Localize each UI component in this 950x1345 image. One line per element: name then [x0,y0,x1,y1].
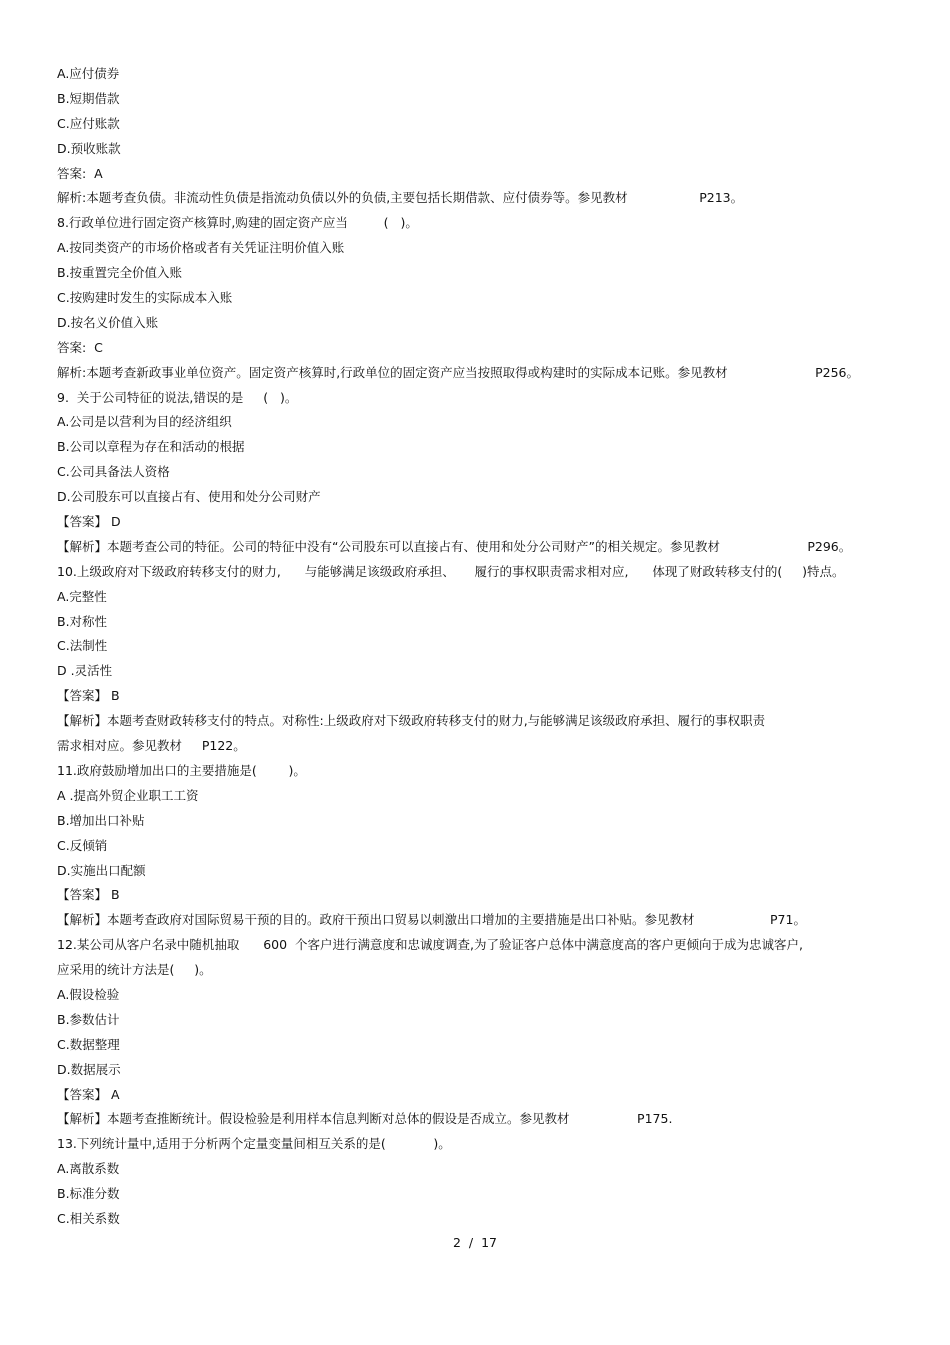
explanation-line: 【解析】本题考查推断统计。假设检验是利用样本信息判断对总体的假设是否成立。参见教材 P175. [57,1111,673,1127]
option-line: A.完整性 [57,588,107,604]
explanation-line: 解析:本题考查负债。非流动性负债是指流动负债以外的负债,主要包括长期借款、应付债券等。参见教材 P213。 [57,190,744,206]
option-line: A.假设检验 [57,986,120,1002]
answer-line: 【答案】 B [57,887,120,903]
option-line: C.相关系数 [57,1210,120,1226]
option-line: D.按名义价值入账 [57,314,159,330]
page-number: 2 / 17 [453,1235,497,1250]
option-line: C.反倾销 [57,837,108,853]
option-line: B.参数估计 [57,1011,120,1027]
question-line: 10.上级政府对下级政府转移支付的财力, 与能够满足该级政府承担、 履行的事权职责需求相对应, 体现了财政转移支付的( )特点。 [57,563,845,579]
answer-line: 【答案】 D [57,514,121,530]
option-line: B.对称性 [57,613,108,629]
option-line: C.公司具备法人资格 [57,464,170,480]
question-line: 8.行政单位进行固定资产核算时,购建的固定资产应当 ( )。 [57,215,418,231]
answer-line: 【答案】 A [57,1086,120,1102]
option-line: B.按重置完全价值入账 [57,265,183,281]
explanation-line: 解析:本题考查新政事业单位资产。固定资产核算时,行政单位的固定资产应当按照取得或构建时的实际成本记账。参见教材 P256。 [57,364,859,380]
option-line: C.按购建时发生的实际成本入账 [57,290,233,306]
question-line: 12.某公司从客户名录中随机抽取 600 个客户进行满意度和忠诚度调查,为了验证客户总体中满意度高的客户更倾向于成为忠诚客户, [57,937,803,953]
option-line: B.公司以章程为存在和活动的根据 [57,439,245,455]
option-line: D.公司股东可以直接占有、使用和处分公司财产 [57,489,321,505]
explanation-line: 【解析】本题考查财政转移支付的特点。对称性:上级政府对下级政府转移支付的财力,与能够满足该级政府承担、履行的事权职责 [57,713,766,729]
explanation-line: 需求相对应。参见教材 P122。 [57,738,246,754]
option-line: B.增加出口补贴 [57,812,145,828]
option-line: A.应付债券 [57,66,120,81]
question-line: 11.政府鼓励增加出口的主要措施是( )。 [57,762,306,778]
option-line: D.数据展示 [57,1061,121,1077]
option-line: C.应付账款 [57,115,120,131]
explanation-line: 【解析】本题考查公司的特征。公司的特征中没有“公司股东可以直接占有、使用和处分公司财产”的相关规定。参见教材 P296。 [57,538,852,554]
answer-line: 答案: A [57,165,103,181]
question-line: 13.下列统计量中,适用于分析两个定量变量间相互关系的是( )。 [57,1136,451,1152]
option-line: D.预收账款 [57,140,121,156]
option-line: D.实施出口配额 [57,862,146,878]
answer-line: 【答案】 B [57,688,120,704]
option-line: A .提高外贸企业职工工资 [57,787,199,803]
option-line: B.短期借款 [57,90,120,106]
explanation-line: 【解析】本题考查政府对国际贸易干预的目的。政府干预出口贸易以刺激出口增加的主要措施是出口补贴。参见教材 P71。 [57,912,806,928]
option-line: C.法制性 [57,638,108,654]
option-line: A.按同类资产的市场价格或者有关凭证注明价值入账 [57,240,345,256]
option-line: B.标准分数 [57,1186,120,1202]
answer-line: 答案: C [57,339,103,355]
document-body [57,62,902,1232]
question-line: 9. 关于公司特征的说法,错误的是 ( )。 [57,389,298,405]
option-line: D .灵活性 [57,663,113,679]
option-line: C.数据整理 [57,1036,120,1052]
question-line: 应采用的统计方法是( )。 [57,962,212,978]
option-line: A.离散系数 [57,1161,120,1177]
option-line: A.公司是以营利为目的经济组织 [57,414,232,430]
